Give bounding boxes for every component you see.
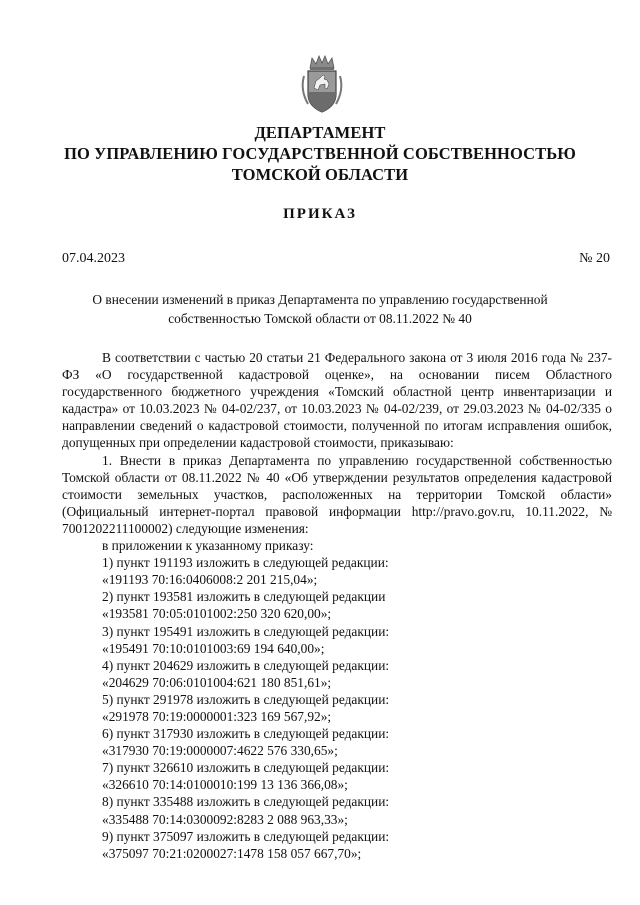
item-value: «291978 70:19:0000001:323 169 567,92»; [102, 708, 332, 724]
tomsk-region-coat-of-arms-icon [296, 54, 348, 116]
item-heading: 5) пункт 291978 изложить в следующей редакции: [102, 691, 390, 707]
item-value: «326610 70:14:0100010:199 13 136 366,08»; [102, 777, 348, 793]
item-value: «375097 70:21:0200027:1478 158 057 667,70»; [102, 845, 362, 861]
item-heading: 6) пункт 317930 изложить в следующей редакции: [102, 726, 390, 742]
item-heading: 7) пункт 326610 изложить в следующей редакции: [102, 760, 390, 776]
clause-1-paragraph: 1. Внести в приказ Департамента по управлению государственной собственностью Томской области от 08.11.2022 № 40 «Об утверждении результатов определения кадастровой стоимости земельных участков, расположенных на территории Томской области» (Официальный интернет-портал правовой информации http://pravo.gov.ru, 10.11.2022, № 7001202211100002) следующие изменения: [62, 452, 612, 536]
item-value: «191193 70:16:0406008:2 201 215,04»; [102, 572, 318, 588]
document-date: 07.04.2023 [62, 251, 125, 266]
document-body [62, 349, 612, 862]
item-value: «204629 70:06:0101004:621 180 851,61»; [102, 674, 332, 690]
item-value: «317930 70:19:0000007:4622 576 330,65»; [102, 743, 338, 759]
item-heading: 4) пункт 204629 изложить в следующей редакции: [102, 657, 390, 673]
preamble-paragraph: В соответствии с частью 20 статьи 21 Федерального закона от 3 июля 2016 года № 237-ФЗ «О государственной кадастровой оценке», на основании писем Областного государственного бюджетного учреждения «Томский областной центр инвентаризации и кадастра» от 10.03.2023 № 04-02/237, от 10.03.2023 № 04-02/239, от 29.03.2023 № 04-02/335 о направлении сведений о кадастровой стоимости, полученной по итогам исправления ошибок, допущенных при определении кадастровой стоимости, приказываю: [62, 350, 612, 451]
item-value: «335488 70:14:0300092:8283 2 088 963,33»; [102, 811, 348, 827]
document-number: № 20 [579, 251, 610, 266]
item-heading: 3) пункт 195491 изложить в следующей редакции: [102, 623, 390, 639]
document-type: ПРИКАЗ [283, 206, 357, 222]
department-title-line-2: ПО УПРАВЛЕНИЮ ГОСУДАРСТВЕННОЙ СОБСТВЕННОСТЬЮ [64, 144, 576, 163]
document-subject: О внесении изменений в приказ Департамента по управлению государственной собственностью Томской области от 08.11.2022 № 40 [92, 292, 548, 326]
item-heading: 2) пункт 193581 изложить в следующей редакции [102, 589, 386, 605]
department-title-line-3: ТОМСКОЙ ОБЛАСТИ [231, 165, 409, 184]
item-value: «193581 70:05:0101002:250 320 620,00»; [102, 606, 332, 622]
department-title-line-1: ДЕПАРТАМЕНТ [254, 123, 386, 142]
item-heading: 9) пункт 375097 изложить в следующей редакции: [102, 828, 390, 844]
item-heading: 1) пункт 191193 изложить в следующей редакции: [102, 555, 389, 571]
clause-1-intro: в приложении к указанному приказу: [102, 538, 314, 554]
item-heading: 8) пункт 335488 изложить в следующей редакции: [102, 794, 390, 810]
item-value: «195491 70:10:0101003:69 194 640,00»; [102, 640, 325, 656]
